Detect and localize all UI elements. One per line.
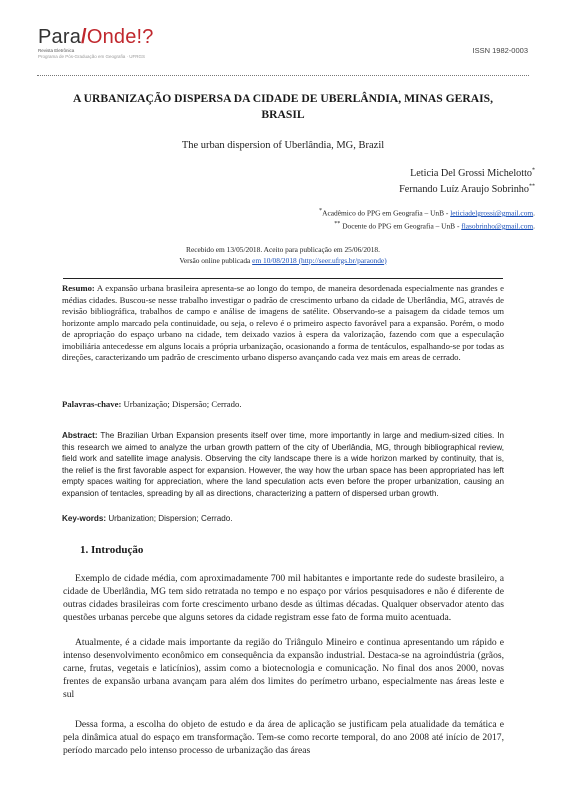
keywords-en-text: Urbanization; Dispersion; Cerrado. bbox=[106, 514, 233, 523]
keywords-en bbox=[62, 513, 504, 525]
logo-para: Para bbox=[38, 26, 82, 48]
affiliation-1-text: Acadêmico do PPG em Geografia – UnB - bbox=[322, 208, 451, 218]
received-date: Recebido em 13/05/2018. Aceito para publicação em 25/06/2018. bbox=[186, 245, 380, 254]
section-heading-introduction: 1. Introdução bbox=[80, 544, 144, 556]
article-subtitle: The urban dispersion of Uberlândia, MG, Brazil bbox=[181, 140, 385, 151]
affiliation-2-email-link[interactable]: flasobrinho@gmail.com bbox=[461, 221, 534, 231]
affiliation-1-email-link[interactable]: leticiadelgrossi@gmail.com bbox=[450, 208, 534, 218]
logo-slash: / bbox=[81, 26, 87, 48]
affiliation-1-mark: * bbox=[319, 208, 323, 214]
online-prefix: Versão online publicada bbox=[179, 255, 253, 265]
article-title bbox=[50, 91, 516, 122]
keywords-en-label: Key-words: bbox=[62, 514, 107, 523]
abstract-pt-label: Resumo: bbox=[62, 283, 95, 293]
affiliation-2-end: . bbox=[533, 221, 535, 231]
title-line-1: A URBANIZAÇÃO DISPERSA DA CIDADE DE UBERLÂNDIA, MINAS GERAIS, bbox=[72, 92, 494, 105]
author-2 bbox=[399, 182, 535, 198]
abstract-en-text: The Brazilian Urban Expansion presents itself over time, more importantly in large and medium-sized cities. In this research we aimed to analyze the urban growth pattern of the city of Uberlândia, MG, through bibliographical review, field work and satellite image analysis. Observing the city landscape there is a wide horizon marked by continuity, that is, the relief is the first favorable aspect for expansion. However, the way how the urban space has been appropriated has left empty spaces waiting for appreciation, where the land speculation acts even before the proper urbanization, causing an expansion of tentacles, spreading by all as directions, characterizing a pattern of dispersed urban growth. bbox=[62, 431, 504, 498]
abstract-en bbox=[62, 430, 504, 500]
affiliation-1 bbox=[319, 206, 535, 219]
dates-divider bbox=[63, 278, 503, 279]
author-1-mark: * bbox=[532, 167, 535, 174]
affiliation-2-text: Docente do PPG em Geografia – UnB - bbox=[340, 221, 462, 231]
abstract-en-label: Abstract: bbox=[62, 431, 98, 440]
issn-label: ISSN 1982-0003 bbox=[472, 46, 528, 55]
abstract-pt bbox=[62, 283, 504, 364]
intro-paragraph-1: Exemplo de cidade média, com aproximadamente 700 mil habitantes e importante rede do sudeste brasileiro, a cidade de Uberlândia, MG tem sido retratada no tempo e no espaço por vários pesquisadores e não é diferente de outras cidades brasileiras com forte crescimento urbano desde as últimas décadas. Qualquer observador atento das questões urbanas percebe que alguns setores da cidade registram esse fato de forma muito acentuada. bbox=[63, 573, 504, 624]
keywords-pt-label: Palavras-chave: bbox=[62, 399, 122, 409]
header-divider bbox=[37, 75, 529, 76]
logo-subtitle: Revista Eletrônica bbox=[38, 48, 75, 53]
online-date bbox=[40, 256, 526, 267]
author-1 bbox=[399, 166, 535, 182]
author-list bbox=[399, 166, 535, 197]
keywords-pt bbox=[62, 399, 504, 411]
logo-onde: Onde!? bbox=[86, 26, 154, 48]
online-url-link[interactable]: em 10/08/2018 (http://seer.ufrgs.br/paraonde) bbox=[252, 255, 387, 265]
logo-subtitle-2: Programa de Pós-Graduação em Geografia · UFRGS bbox=[38, 53, 146, 59]
author-1-name: Leticia Del Grossi Michelotto bbox=[410, 168, 532, 179]
intro-paragraph-3: Dessa forma, a escolha do objeto de estudo e da área de aplicação se justificam pela atualidade da temática e pela dinâmica atual do espaço em transformação. Tem-se como recorte temporal, do ano 2008 até início de 2017, período marcado pelo intenso processo de urbanização das áreas bbox=[63, 719, 504, 757]
logo-wordmark bbox=[38, 26, 188, 48]
intro-paragraph-2: Atualmente, é a cidade mais importante da região do Triângulo Mineiro e continua apresentando um rápido e intenso desenvolvimento econômico em consequência da expansão industrial. Destaca-se na agroindústria (grãos, carne, frutas, vegetais e laticínios), assim como a biotecnologia e comunicação. No final dos anos 2000, novas frentes de expansão urbana avançam para além dos limites do perímetro urbano, especialmente nas áreas leste e sul bbox=[63, 637, 504, 701]
affiliation-1-end: . bbox=[533, 208, 535, 218]
author-2-mark: ** bbox=[529, 183, 535, 190]
affiliation-2 bbox=[319, 219, 535, 232]
author-2-name: Fernando Luíz Araujo Sobrinho bbox=[399, 183, 529, 195]
abstract-pt-text: A expansão urbana brasileira apresenta-se ao longo do tempo, de maneira desordenada especialmente nas grandes e médias cidades. Buscou-se nesse trabalho investigar o padrão de crescimento urbano da cidade de Uberlândia, MG, através de revisão bibliográfica, trabalhos de campo e análise de imagens de satélite. Observando-se a paisagem da cidade temos um horizonte amplo marcado pela continuidade, ou seja, o relevo é o primeiro aspecto favorável para a expansão. Porém, o modo de apropriação do espaço urbano na cidade, tem deixado vazios à espera da valorização, fazendo com que a especulação imobiliária antecedesse em alguns locais a própria urbanização, ocasionando a forma de tentáculos, espalhando-se por todas as direções, caracterizando um padrão de crescimento urbano disperso avançando cada vez mais em areas de cerrado. bbox=[62, 283, 504, 363]
affiliations bbox=[319, 206, 535, 232]
title-line-2: BRASIL bbox=[261, 107, 305, 121]
publication-dates bbox=[40, 245, 526, 266]
keywords-pt-text: Urbanização; Dispersão; Cerrado. bbox=[121, 399, 242, 409]
journal-logo bbox=[38, 26, 188, 70]
affiliation-2-mark: ** bbox=[334, 220, 341, 227]
